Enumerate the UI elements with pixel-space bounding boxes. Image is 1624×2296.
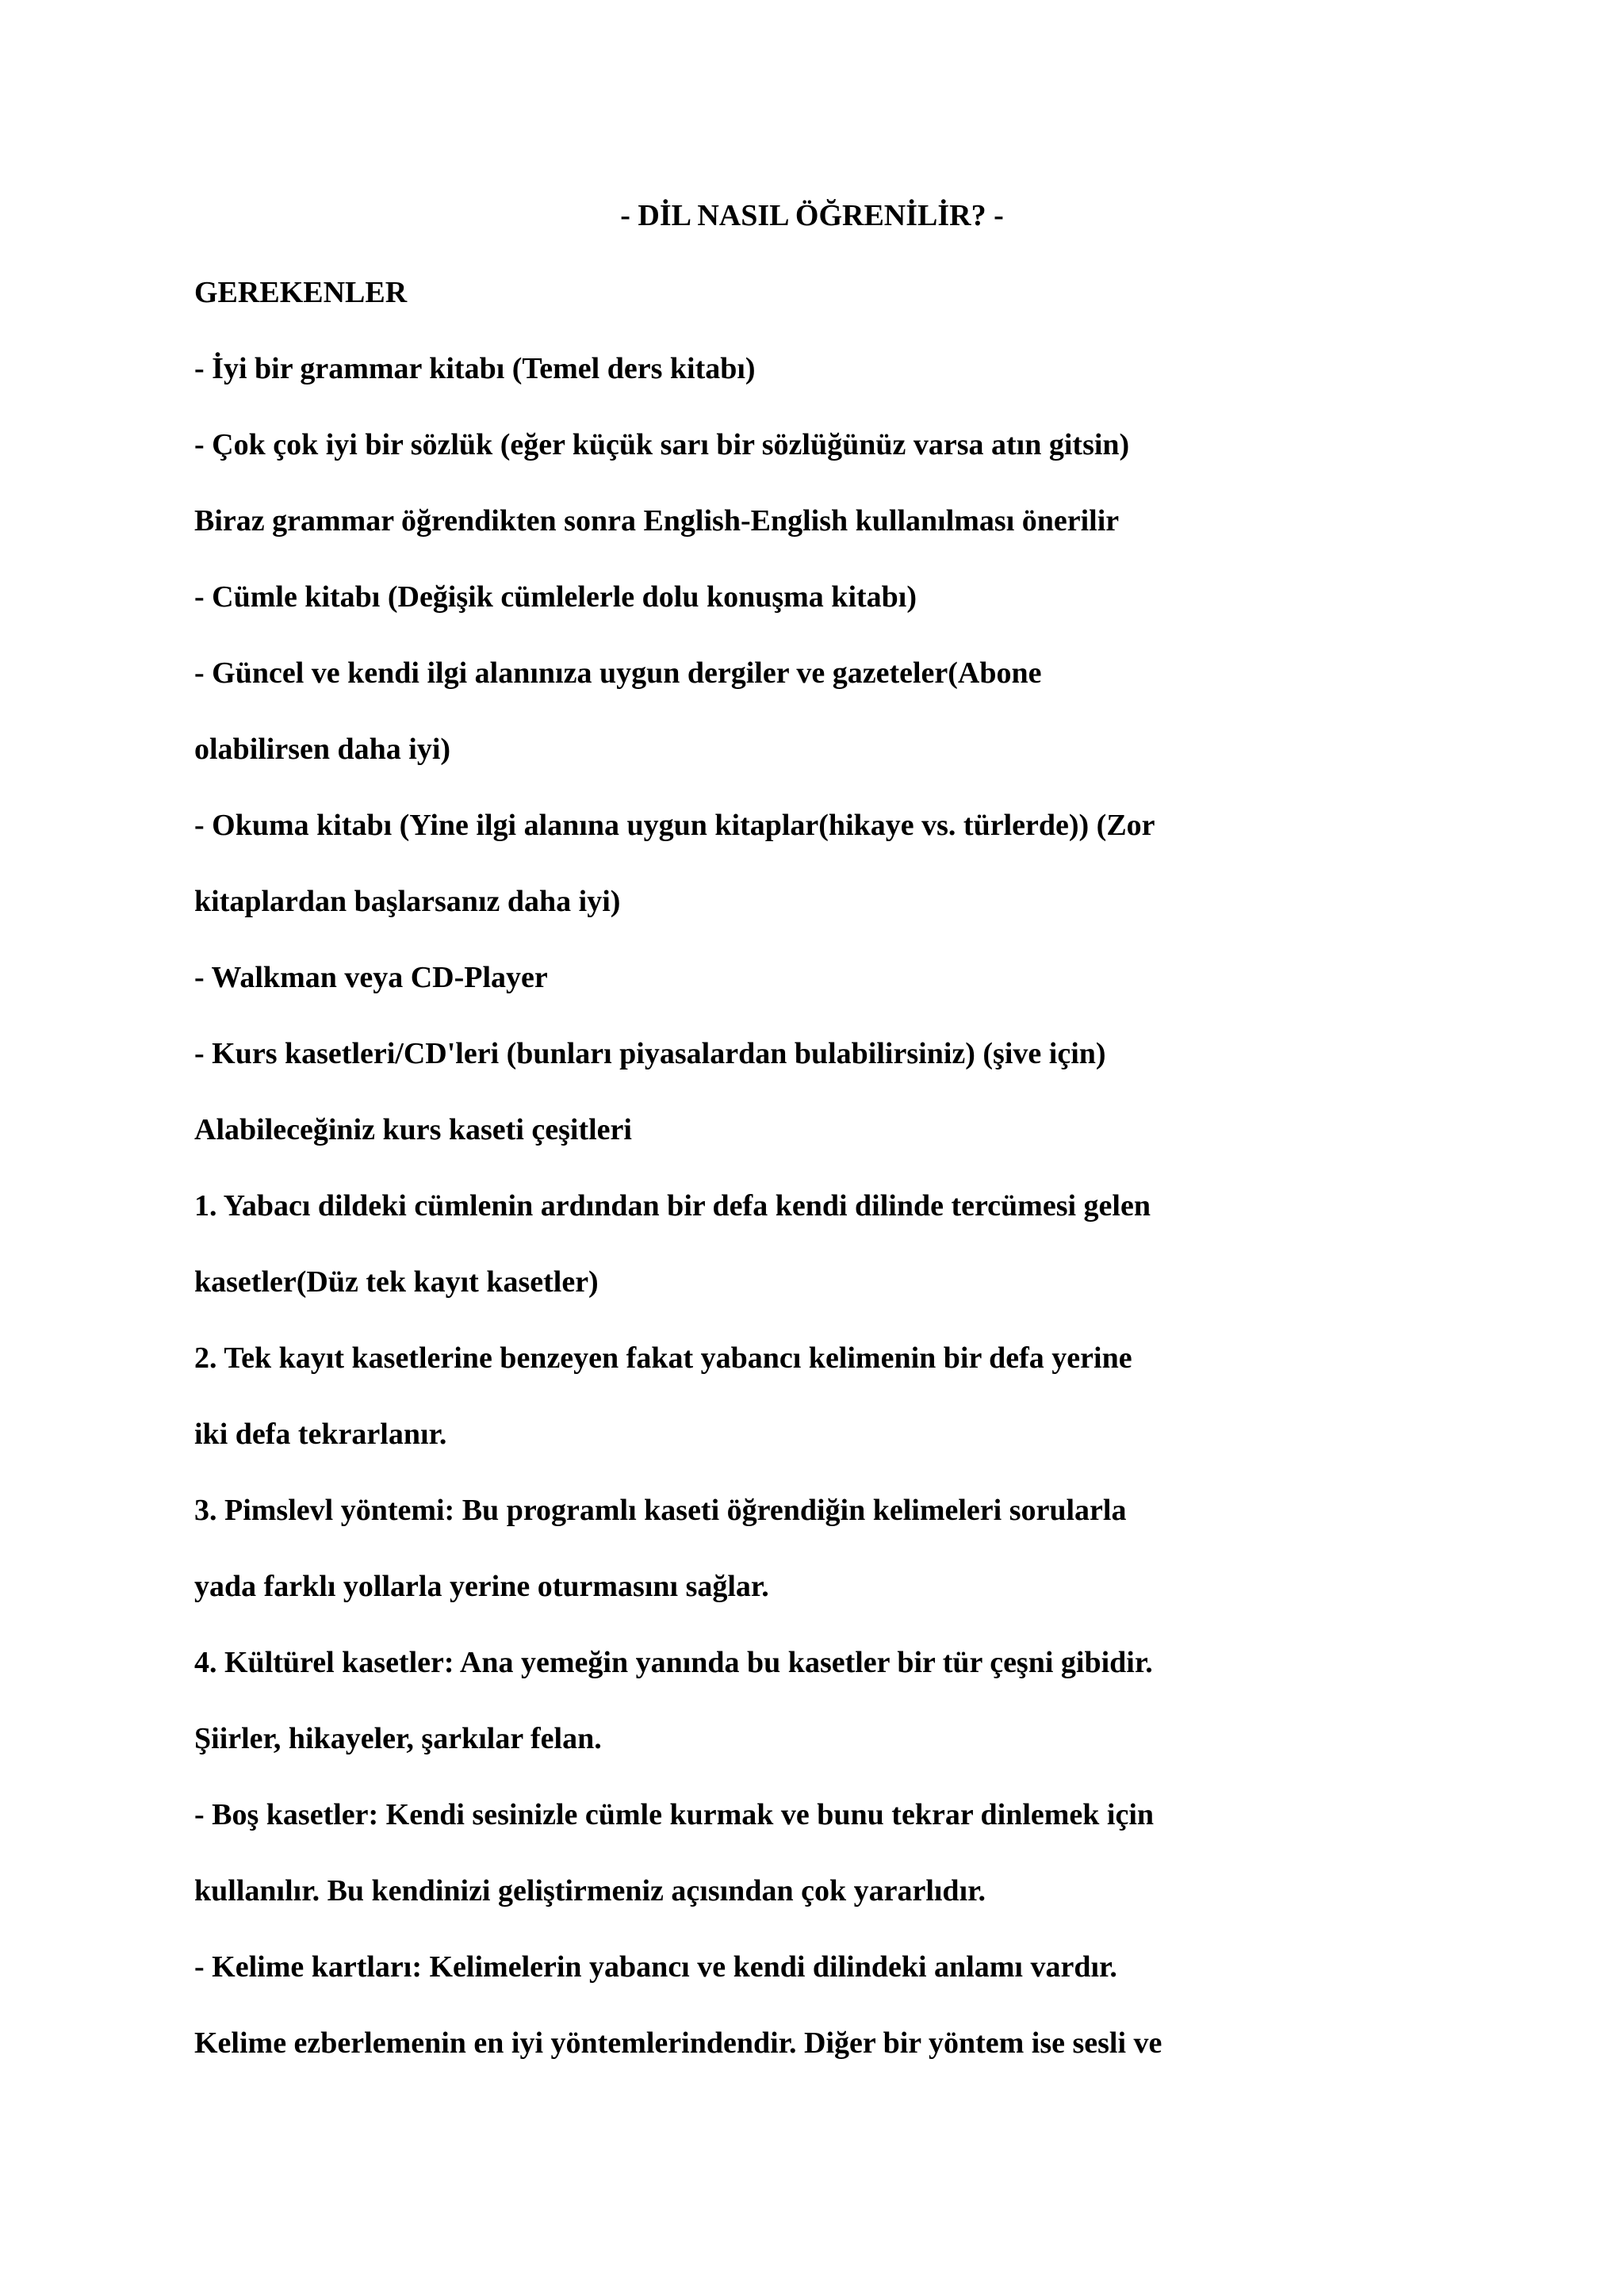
text-line: - İyi bir grammar kitabı (Temel ders kitabı) (194, 352, 756, 385)
document-title: - DİL NASIL ÖĞRENİLİR? - (620, 199, 1004, 232)
text-line: - Kelime kartları: Kelimelerin yabancı ve kendi dilindeki anlamı vardır. (194, 1950, 1117, 1984)
text-line: Biraz grammar öğrendikten sonra English-English kullanılması önerilir (194, 504, 1120, 538)
text-line: 1. Yabacı dildeki cümlenin ardından bir defa kendi dilinde tercümesi gelen (194, 1189, 1151, 1223)
text-line: - Kurs kasetleri/CD'leri (bunları piyasalardan bulabilirsiniz) (şive için) (194, 1037, 1106, 1070)
text-line: Alabileceğiniz kurs kaseti çeşitleri (194, 1113, 632, 1146)
text-line: Kelime ezberlemenin en iyi yöntemlerindendir. Diğer bir yöntem ise sesli ve (194, 2026, 1162, 2060)
text-line: 3. Pimslevl yöntemi: Bu programlı kaseti öğrendiğin kelimeleri sorularla (194, 1494, 1127, 1527)
text-line: kullanılır. Bu kendinizi geliştirmeniz açısından çok yararlıdır. (194, 1874, 986, 1908)
text-line: Şiirler, hikayeler, şarkılar felan. (194, 1722, 602, 1755)
text-line: 4. Kültürel kasetler: Ana yemeğin yanında bu kasetler bir tür çeşni gibidir. (194, 1646, 1153, 1679)
text-line: olabilirsen daha iyi) (194, 733, 451, 766)
section-heading: GEREKENLER (194, 276, 408, 309)
text-line: - Okuma kitabı (Yine ilgi alanına uygun kitaplar(hikaye vs. türlerde)) (Zor (194, 809, 1155, 842)
text-line: - Güncel ve kendi ilgi alanınıza uygun dergiler ve gazeteler(Abone (194, 656, 1042, 690)
text-line: 2. Tek kayıt kasetlerine benzeyen fakat yabancı kelimenin bir defa yerine (194, 1341, 1132, 1375)
text-line: yada farklı yollarla yerine oturmasını sağlar. (194, 1570, 769, 1603)
text-line: iki defa tekrarlanır. (194, 1418, 447, 1451)
document-body (194, 274, 1431, 2100)
text-line: kitaplardan başlarsanız daha iyi) (194, 885, 621, 918)
text-line: - Çok çok iyi bir sözlük (eğer küçük sarı bir sözlüğünüz varsa atın gitsin) (194, 428, 1130, 461)
text-line: - Cümle kitabı (Değişik cümlelerle dolu konuşma kitabı) (194, 580, 917, 614)
text-line: - Walkman veya CD-Player (194, 961, 548, 994)
text-line: - Boş kasetler: Kendi sesinizle cümle kurmak ve bunu tekrar dinlemek için (194, 1798, 1155, 1831)
text-line: kasetler(Düz tek kayıt kasetler) (194, 1265, 599, 1299)
